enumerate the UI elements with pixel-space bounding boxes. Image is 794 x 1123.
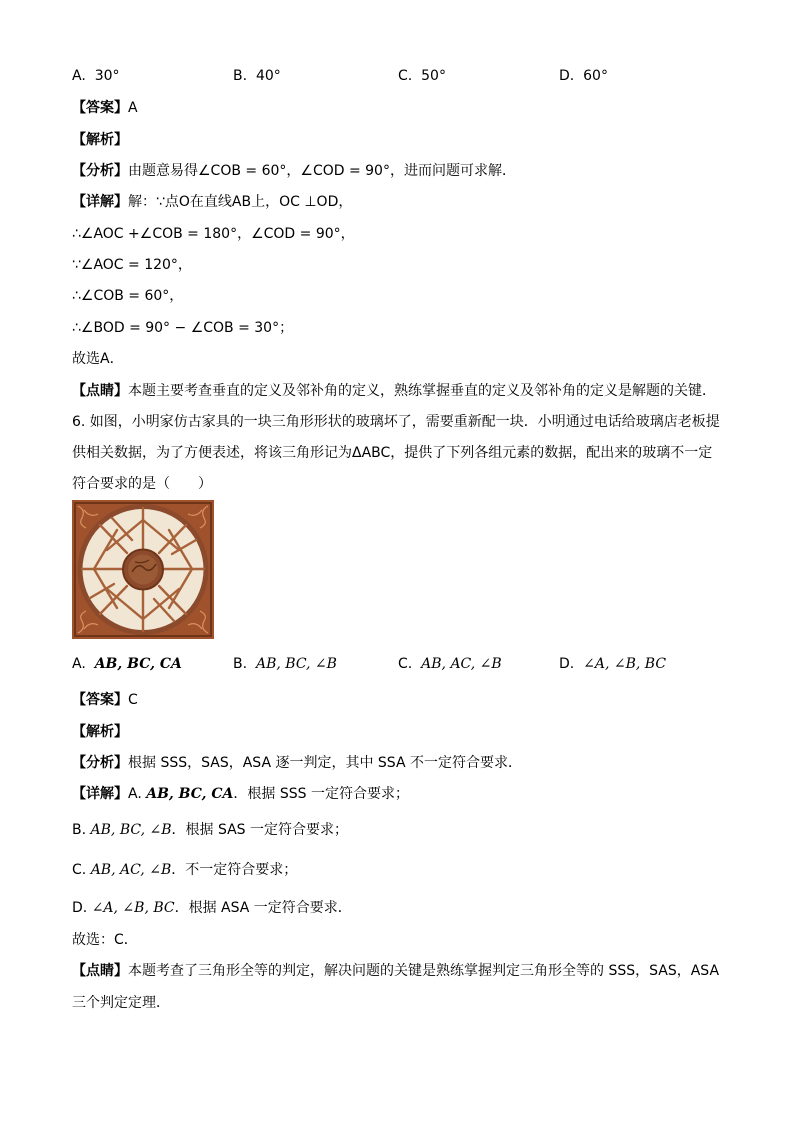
q6-fenxi: 【分析】根据 SSS，SAS，ASA 逐一判定，其中 SSA 不一定符合要求． [72,755,522,771]
q6-option-b: B. AB, BC, ∠B [233,656,337,672]
q5-step-3: ∵∠AOC = 120°， [72,257,192,273]
q5-step-4: ∴∠COB = 60°， [72,288,184,304]
q6-detail-b: B. AB, BC, ∠B．根据 SAS 一定符合要求； [72,822,349,838]
q6-analysis-title: 【解析】 [72,724,128,740]
q5-option-c: C. 50° [398,68,446,84]
q6-xiangjie: 【详解】A. AB, BC, CA．根据 SSS 一定符合要求； [72,786,409,802]
q5-answer: 【答案】A [72,100,138,116]
q6-dianjing: 【点睛】本题考查了三角形全等的判定，解决问题的关键是熟练掌握判定三角形全等的 SSS，SAS，ASA [72,963,720,979]
q6-conclusion: 故选：C． [72,932,138,948]
q6-option-c: C. AB, AC, ∠B [398,656,502,672]
q6-option-a: A. AB, BC, CA [72,656,182,672]
q6-answer: 【答案】C [72,692,138,708]
q6-stem-line-2: 供相关数据，为了方便表述，将该三角形记为ΔABC，提供了下列各组元素的数据，配出来的玻璃不一定 [72,445,713,461]
q6-stem-line-1: 6. 如图，小明家仿古家具的一块三角形形状的玻璃坏了，需要重新配一块．小明通过电话给玻璃店老板提 [72,414,720,430]
q6-option-d: D. ∠A, ∠B, BC [559,656,667,672]
q5-analysis-title: 【解析】 [72,132,128,148]
q5-fenxi: 【分析】由题意易得∠COB = 60°，∠COD = 90°，进而问题可求解． [72,163,516,179]
q6-detail-d: D. ∠A, ∠B, BC．根据 ASA 一定符合要求． [72,900,352,916]
q5-step-5: ∴∠BOD = 90° − ∠COB = 30°； [72,320,294,336]
q6-detail-c: C. AB, AC, ∠B．不一定符合要求； [72,862,298,878]
q6-dianjing-line-2: 三个判定定理． [72,995,170,1011]
q5-option-d: D. 60° [559,68,608,84]
q5-step-2: ∴∠AOC +∠COB = 180°，∠COD = 90°， [72,226,355,242]
q5-dianjing: 【点睛】本题主要考查垂直的定义及邻补角的定义，熟练掌握垂直的定义及邻补角的定义是解题的关键． [72,383,716,399]
q5-xiangjie: 【详解】解：∵点O在直线AB上，OC ⊥OD， [72,194,353,210]
lattice-window-photo [72,500,214,639]
q5-option-a: A. 30° [72,68,120,84]
q5-option-b: B. 40° [233,68,281,84]
q5-conclusion: 故选A． [72,351,124,367]
q6-stem-line-3: 符合要求的是（ ） [72,476,212,492]
